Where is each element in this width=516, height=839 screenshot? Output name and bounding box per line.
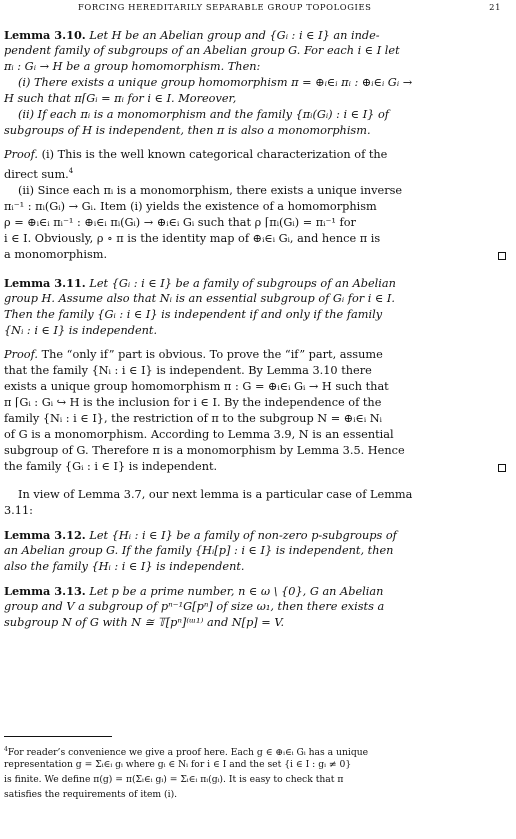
proof-3-11-line-4: π ⌈Gᵢ : Gᵢ ↪ H is the inclusion for i ∈ I. By the independence of the (4, 396, 382, 409)
lemma-3-11-line-4: {Nᵢ : i ∈ I} is independent. (4, 324, 158, 337)
lemma-3-12-label: Lemma 3.12. (4, 528, 86, 542)
footnote-line-3: is finite. We define π(g) = π(Σᵢ∈ᵢ gᵢ) = Σᵢ∈ᵢ πᵢ(gᵢ). It is easy to check that π (4, 774, 344, 785)
lemma-3-10-line-4: (i) There exists a unique group homomorphism π = ⊕ᵢ∈ᵢ πᵢ : ⊕ᵢ∈ᵢ Gᵢ → (18, 76, 413, 89)
lemma-3-12-line-2: an Abelian group G. If the family {Hᵢ[p] : i ∈ I} is independent, then (4, 544, 394, 557)
footnote-line-4: satisfies the requirements of item (i). (4, 789, 178, 800)
footnote-line-1: $^4$For reader’s convenience we give a proof here. Each g ∈ ⊕ᵢ∈ᵢ Gᵢ has a unique (4, 746, 369, 758)
proof-3-11-line-1: Proof. The “only if” part is obvious. To prove the “if” part, assume (4, 348, 383, 361)
proof-3-11-line-7: subgroup of G. Therefore π is a monomorphism by Lemma 3.5. Hence (4, 444, 405, 457)
page-number: 21 (489, 2, 501, 12)
lemma-3-10-line-5: H such that π⌈Gᵢ = πᵢ for i ∈ I. Moreover, (4, 92, 237, 105)
lemma-3-11-line-3: Then the family {Gᵢ : i ∈ I} is independent if and only if the family (4, 308, 383, 321)
proof-label: Proof. (4, 348, 38, 361)
lemma-3-10-label: Lemma 3.10. (4, 28, 86, 42)
proof-3-10-line-3: (ii) Since each πᵢ is a monomorphism, there exists a unique inverse (18, 184, 403, 197)
proof-3-11-line-3: exists a unique group homomorphism π : G = ⊕ᵢ∈ᵢ Gᵢ → H such that (4, 380, 389, 393)
lemma-3-12-line-1: Lemma 3.12. Let {Hᵢ : i ∈ I} be a family of non-zero p-subgroups of (4, 528, 397, 542)
proof-3-10-line-7: a monomorphism. (4, 248, 108, 261)
lemma-3-10-line-6: (ii) If each πᵢ is a monomorphism and the family {πᵢ(Gᵢ) : i ∈ I} of (18, 108, 389, 121)
qed-symbol (498, 252, 506, 260)
lemma-3-11-label: Lemma 3.11. (4, 276, 86, 290)
footnote-rule (4, 736, 112, 737)
lemma-3-13-line-1: Lemma 3.13. Let p be a prime number, n ∈ ω \ {0}, G an Abelian (4, 584, 384, 598)
lemma-3-11-line-2: group H. Assume also that Nᵢ is an essential subgroup of Gᵢ for i ∈ I. (4, 292, 395, 305)
footnote-line-2: representation g = Σᵢ∈ᵢ gᵢ where gᵢ ∈ Nᵢ for i ∈ I and the set {i ∈ I : gᵢ ≠ 0} (4, 759, 352, 770)
paragraph-line-1: In view of Lemma 3.7, our next lemma is a particular case of Lemma (18, 488, 413, 501)
running-header (0, 2, 516, 14)
lemma-3-13-line-2: group and V a subgroup of pⁿ⁻¹G[pⁿ] of size ω₁, then there exists a (4, 600, 385, 613)
lemma-3-10-line-2: pendent family of subgroups of an Abelian group G. For each i ∈ I let (4, 44, 400, 57)
lemma-3-10-line-1: Lemma 3.10. Let H be an Abelian group and {Gᵢ : i ∈ I} an inde- (4, 28, 380, 42)
footnote-mark: 4 (68, 167, 74, 175)
lemma-3-13-label: Lemma 3.13. (4, 584, 86, 598)
proof-3-11-line-2: that the family {Nᵢ : i ∈ I} is independent. By Lemma 3.10 there (4, 364, 372, 377)
running-title: FORCING HEREDITARILY SEPARABLE GROUP TOPOLOGIES (78, 2, 372, 12)
footnote-number: 4 (4, 746, 8, 753)
lemma-3-13-line-3: subgroup N of G with N ≅ 𝕋[pⁿ]⁽ᵚ¹⁾ and N[p] = V. (4, 616, 285, 629)
lemma-3-10-line-3: πᵢ : Gᵢ → H be a group homomorphism. Then: (4, 60, 261, 73)
proof-3-10-line-5: ρ = ⊕ᵢ∈ᵢ πᵢ⁻¹ : ⊕ᵢ∈ᵢ πᵢ(Gᵢ) → ⊕ᵢ∈ᵢ Gᵢ such that ρ ⌈πᵢ(Gᵢ) = πᵢ⁻¹ for (4, 216, 356, 229)
lemma-3-11-line-1: Lemma 3.11. Let {Gᵢ : i ∈ I} be a family of subgroups of an Abelian (4, 276, 396, 290)
proof-3-11-line-8: the family {Gᵢ : i ∈ I} is independent. (4, 460, 218, 473)
proof-label: Proof. (4, 148, 38, 161)
lemma-3-12-line-3: also the family {Hᵢ : i ∈ I} is independent. (4, 560, 245, 573)
proof-3-11-line-6: of G is a monomorphism. According to Lemma 3.9, N is an essential (4, 428, 394, 441)
proof-3-10-line-1: Proof. (i) This is the well known categorical characterization of the (4, 148, 388, 161)
lemma-3-10-line-7: subgroups of H is independent, then π is also a monomorphism. (4, 124, 371, 137)
proof-3-10-line-4: πᵢ⁻¹ : πᵢ(Gᵢ) → Gᵢ. Item (i) yields the existence of a homomorphism (4, 200, 377, 213)
paragraph-line-2: 3.11: (4, 504, 33, 517)
qed-symbol (498, 464, 506, 472)
proof-3-10-line-2: direct sum.$^4$ (4, 167, 74, 181)
proof-3-11-line-5: family {Nᵢ : i ∈ I}, the restriction of π to the subgroup N = ⊕ᵢ∈ᵢ Nᵢ (4, 412, 382, 425)
proof-3-10-line-6: i ∈ I. Obviously, ρ ∘ π is the identity map of ⊕ᵢ∈ᵢ Gᵢ, and hence π is (4, 232, 381, 245)
